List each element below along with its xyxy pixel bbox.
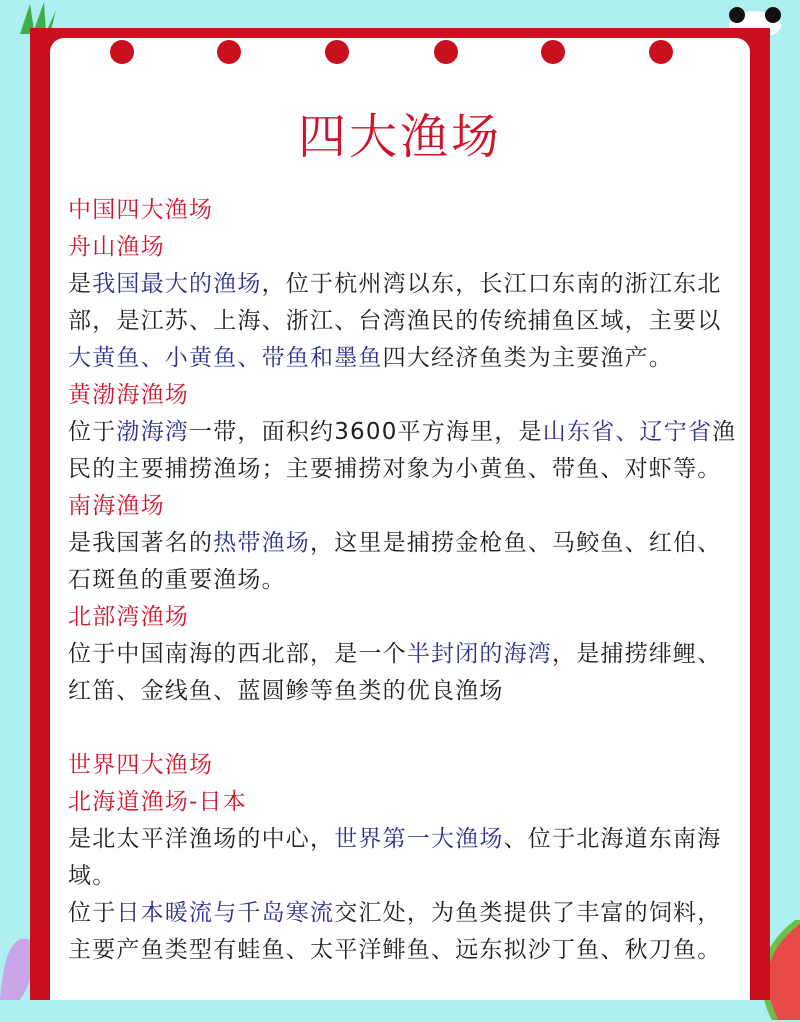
text-line (68, 525, 748, 562)
body-text: 石斑鱼的重要渔场。 (68, 567, 286, 593)
body-text: 四大经济鱼类为主要渔产。 (382, 345, 674, 371)
text-line (68, 932, 748, 969)
highlighted-text: 渤海湾 (116, 419, 190, 445)
body-text: 部，是江苏、上海、浙江、台湾渔民的传统捕鱼区域，主要以 (68, 308, 722, 334)
body-text: 域。 (68, 863, 117, 889)
binder-hole-icon (434, 40, 458, 64)
section-heading (68, 377, 748, 414)
section-heading (68, 488, 748, 525)
binder-hole-icon (110, 40, 134, 64)
highlighted-text: 日本暖流与千岛寒流 (116, 900, 335, 926)
text-line (68, 636, 748, 673)
body-text: ，这里是捕捞金枪鱼、马鲛鱼、红伯、 (310, 530, 722, 556)
text-line (68, 673, 748, 710)
section-heading (68, 784, 748, 821)
heading-text: 舟山渔场 (68, 234, 165, 260)
heading-text: 南海渔场 (68, 493, 165, 519)
heading-text: 黄渤海渔场 (68, 382, 189, 408)
text-line (68, 451, 748, 488)
highlighted-text: 半封闭的海湾 (406, 641, 553, 667)
text-line (68, 562, 748, 599)
heading-text: 世界四大渔场 (68, 752, 214, 778)
body-text: 一带，面积约3600平方海里，是 (189, 419, 543, 445)
body-text: 位于 (68, 900, 117, 926)
body-text: 是 (68, 271, 93, 297)
heading-text: 北海道渔场-日本 (68, 789, 247, 815)
body-text: 位于中国南海的西北部，是一个 (68, 641, 407, 667)
highlighted-text: 世界第一大渔场 (334, 826, 504, 852)
binder-hole-icon (541, 40, 565, 64)
page-title: 四大渔场 (297, 109, 502, 165)
text-line (68, 340, 748, 377)
body-text: 主要产鱼类型有蛙鱼、太平洋鲱鱼、远东拟沙丁鱼、秋刀鱼。 (68, 937, 722, 963)
text-line (68, 266, 748, 303)
text-line (68, 821, 748, 858)
section-heading (68, 229, 748, 266)
highlighted-text: 大黄鱼、小黄鱼、带鱼和墨鱼 (68, 345, 383, 371)
text-line (68, 414, 748, 451)
binder-hole-icon (217, 40, 241, 64)
article-body (68, 192, 748, 969)
body-text: 交汇处，为鱼类提供了丰富的饲料， (334, 900, 722, 926)
body-text: 是北太平洋渔场的中心， (68, 826, 335, 852)
body-text: 是我国著名的 (68, 530, 214, 556)
binder-hole-icon (325, 40, 349, 64)
body-text: 民的主要捕捞渔场；主要捕捞对象为小黄鱼、带鱼、对虾等。 (68, 456, 722, 482)
heading-text: 中国四大渔场 (68, 197, 214, 223)
body-text: ，位于杭州湾以东，长江口东南的浙江东北 (261, 271, 722, 297)
body-text: 、位于北海道东南海 (503, 826, 722, 852)
text-line (68, 895, 748, 932)
body-text: 红笛、金线鱼、蓝圆鲹等鱼类的优良渔场 (68, 678, 504, 704)
highlighted-text: 我国最大的渔场 (92, 271, 262, 297)
highlighted-text: 山东省、辽宁省 (542, 419, 713, 445)
section-heading (68, 599, 748, 636)
body-text: 渔 (712, 419, 737, 445)
heading-text: 北部湾渔场 (68, 604, 189, 630)
highlighted-text: 热带渔场 (213, 530, 311, 556)
body-text: ，是捕捞绯鲤、 (552, 641, 722, 667)
section-heading (68, 747, 748, 784)
text-line (68, 710, 748, 747)
binder-hole-icon (649, 40, 673, 64)
section-heading (68, 192, 748, 229)
text-line (68, 858, 748, 895)
body-text: 位于 (68, 419, 117, 445)
text-line (68, 303, 748, 340)
